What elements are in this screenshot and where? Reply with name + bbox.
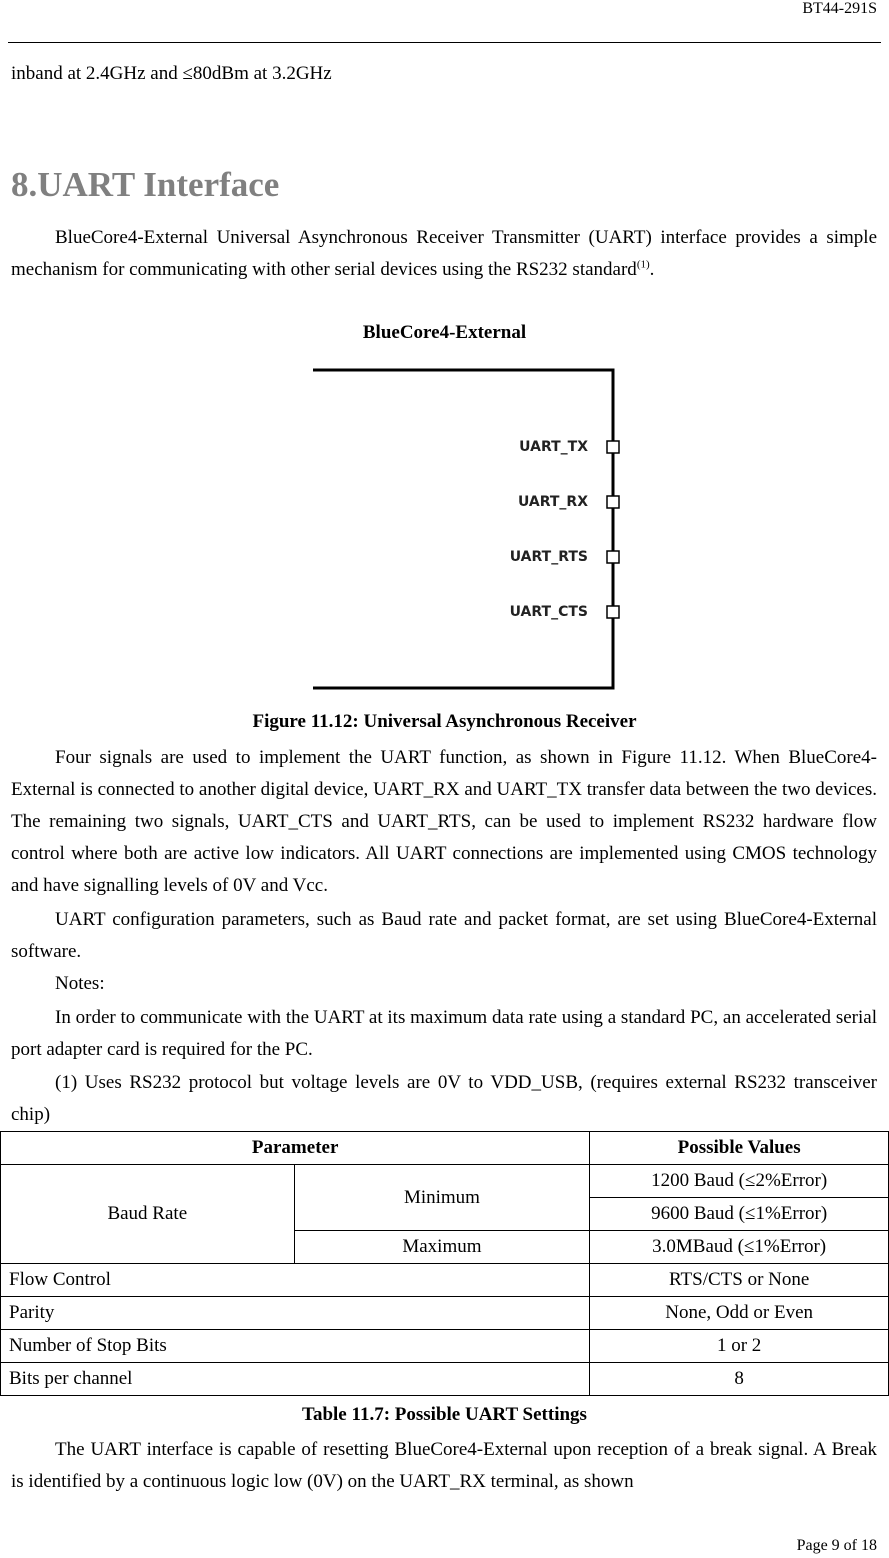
intro-line: inband at 2.4GHz and ≤80dBm at 3.2GHz	[11, 63, 332, 84]
value-parity: None, Odd or Even	[590, 1297, 889, 1330]
section-title: 8.UART Interface	[11, 165, 280, 204]
pin-label-uart-cts: UART_CTS	[509, 604, 588, 620]
paragraph-note-rs232: (1) Uses RS232 protocol but voltage levels are 0V to VDD_USB, (requires external RS232 transceiver chip)	[11, 1072, 877, 1125]
figure-title: BlueCore4-External	[362, 322, 527, 343]
paragraph-note-adapter: In order to communicate with the UART at its maximum data rate using a standard PC, an accelerated serial port adapter card is required for the PC.	[11, 1007, 877, 1060]
baud-maximum-label: Maximum	[294, 1231, 590, 1264]
param-stop-bits: Number of Stop Bits	[1, 1330, 590, 1363]
pin-uart-rts	[607, 551, 619, 563]
pin-label-uart-tx: UART_TX	[519, 439, 588, 455]
paragraph-break-signal: The UART interface is capable of resetting BlueCore4-External upon reception of a break signal. A Break is identified by a continuous logic low (0V) on the UART_RX terminal, as shown	[11, 1439, 877, 1492]
baud-maximum-value: 3.0MBaud (≤1%Error)	[590, 1231, 889, 1264]
header-possible-values: Possible Values	[590, 1132, 889, 1165]
baud-minimum-value-2: 9600 Baud (≤1%Error)	[590, 1198, 889, 1231]
baud-minimum-value-1: 1200 Baud (≤2%Error)	[590, 1165, 889, 1198]
header-rule	[8, 42, 881, 43]
paragraph-uart-intro	[11, 222, 877, 286]
uart-block-diagram	[300, 362, 630, 694]
table-caption: Table 11.7: Possible UART Settings	[302, 1404, 587, 1425]
pin-uart-rx	[607, 496, 619, 508]
table-row	[1, 1363, 889, 1396]
figure-caption: Figure 11.12: Universal Asynchronous Receiver	[252, 711, 637, 732]
chip-outline	[313, 370, 613, 688]
document-id: BT44-291S	[802, 0, 877, 17]
baud-rate-label: Baud Rate	[1, 1165, 295, 1264]
pin-label-uart-rx: UART_RX	[517, 494, 588, 510]
value-bits-per-channel: 8	[590, 1363, 889, 1396]
header-parameter: Parameter	[1, 1132, 590, 1165]
value-flow-control: RTS/CTS or None	[590, 1264, 889, 1297]
paragraph-uart-intro-text: BlueCore4-External Universal Asynchronous Receiver Transmitter (UART) interface provides a simple mechanism for communicating with other serial devices using the RS232 standard	[11, 227, 877, 280]
param-bits-per-channel: Bits per channel	[1, 1363, 590, 1396]
table-header-row	[1, 1132, 889, 1165]
pin-uart-tx	[607, 441, 619, 453]
page-number: Page 9 of 18	[796, 1537, 877, 1554]
baud-minimum-label: Minimum	[294, 1165, 590, 1231]
paragraph-signals: Four signals are used to implement the UART function, as shown in Figure 11.12. When BlueCore4-External is connected to another digital device, UART_RX and UART_TX transfer data between the two devices. The remaining two signals, UART_CTS and UART_RTS, can be used to implement RS232 hardware flow control where both are active low indicators. All UART connections are implemented using CMOS technology and have signalling levels of 0V and Vcc.	[11, 747, 877, 896]
param-flow-control: Flow Control	[1, 1264, 590, 1297]
notes-label: Notes:	[55, 973, 105, 994]
uart-settings-table	[0, 1131, 889, 1396]
footnote-ref: (1)	[636, 258, 650, 271]
param-parity: Parity	[1, 1297, 590, 1330]
table-row	[1, 1297, 889, 1330]
table-row	[1, 1165, 889, 1198]
paragraph-configuration: UART configuration parameters, such as Baud rate and packet format, are set using BlueCore4-External software.	[11, 909, 877, 962]
table-row	[1, 1330, 889, 1363]
pin-uart-cts	[607, 606, 619, 618]
value-stop-bits: 1 or 2	[590, 1330, 889, 1363]
pin-label-uart-rts: UART_RTS	[509, 549, 588, 565]
table-row	[1, 1264, 889, 1297]
paragraph-uart-intro-end: .	[649, 259, 655, 280]
